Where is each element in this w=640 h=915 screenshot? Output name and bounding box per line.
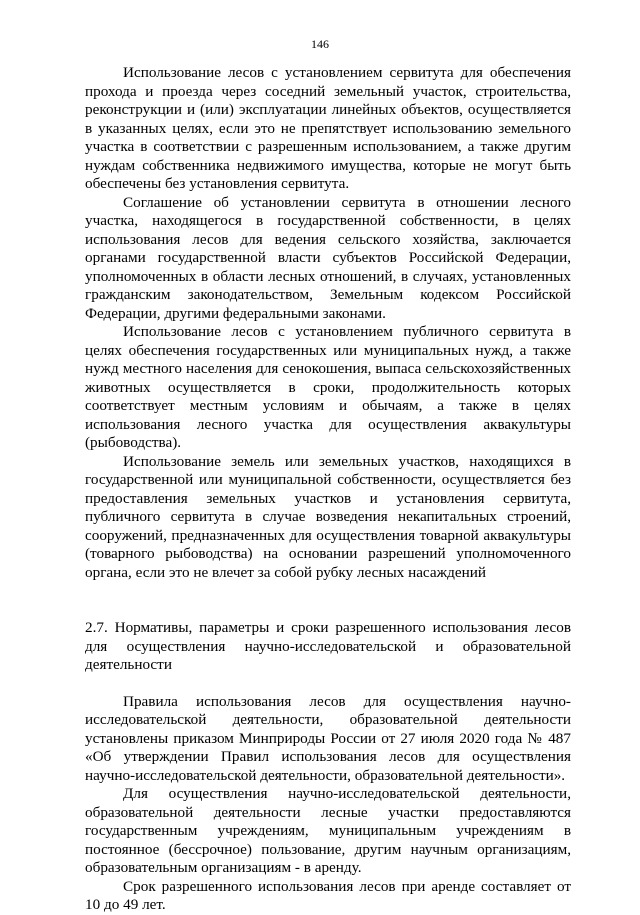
page-number: 146	[311, 37, 329, 51]
paragraph-servitude-agreement: Соглашение об установлении сервитута в отношении лесного участка, находящегося в государственной собственности, в целях использования лесов для ведения сельского хозяйства, заключается органами государственной власти субъектов Российской Федерации, уполномоченных в области лесных отношений, в случаях, установленных гражданским законодательством, Земельным кодексом Российской Федерации, другими федеральными законами.	[85, 193, 571, 322]
paragraph-lease-term: Срок разрешенного использования лесов при аренде составляет от 10 до 49 лет.	[85, 877, 571, 913]
section-heading-2-7: 2.7. Нормативы, параметры и сроки разрешенного использования лесов для осуществления научно-исследовательской и образовательной деятельности	[85, 619, 571, 673]
paragraph-plots-provision: Для осуществления научно-исследовательской деятельности, образовательной деятельности лесные участки предоставляются государственным учреждениям, муниципальным учреждениям в постоянное (бессрочное) пользование, другим научным организациям, образовательным организациям - в аренду.	[85, 785, 571, 876]
paragraph-servitude-passage: Использование лесов с установлением сервитута для обеспечения прохода и проезда через соседний земельный участок, строительства, реконструкции и (или) эксплуатации линейных объектов, осуществляется в указанных целях, если это не препятствует использованию земельного участка в соответствии с разрешенным использованием, а также другим нуждам собственника недвижимого имущества, которые не могут быть обеспечены без установления сервитута.	[85, 64, 571, 192]
paragraph-public-servitude: Использование лесов с установлением публичного сервитута в целях обеспечения государственных или муниципальных нужд, а также нужд местного населения для сенокошения, выпаса сельскохозяйственных животных осуществляется в сроки, продолжительность которых соответствует местным условиям и обычаям, а также в целях использования лесного участка для осуществления аквакультуры (рыбоводства).	[85, 323, 571, 451]
paragraph-rules-order: Правила использования лесов для осуществления научно-исследовательской деятельности, образовательной деятельности установлены приказом Минприроды России от 27 июля 2020 года № 487 «Об утверждении Правил использования лесов для осуществления научно-исследовательской деятельности, образовательной деятельности».	[85, 692, 571, 784]
paragraph-land-use-aquaculture: Использование земель или земельных участков, находящихся в государственной или муниципальной собственности, осуществляется без предоставления земельных участков и установления сервитута, публичного сервитута в случае возведения некапитальных строений, сооружений, предназначенных для осуществления товарной аквакультуры (товарного рыбоводства) на основании разрешений уполномоченного органа, если это не влечет за собой рубку лесных насаждений	[85, 452, 571, 581]
page-body	[85, 64, 571, 915]
